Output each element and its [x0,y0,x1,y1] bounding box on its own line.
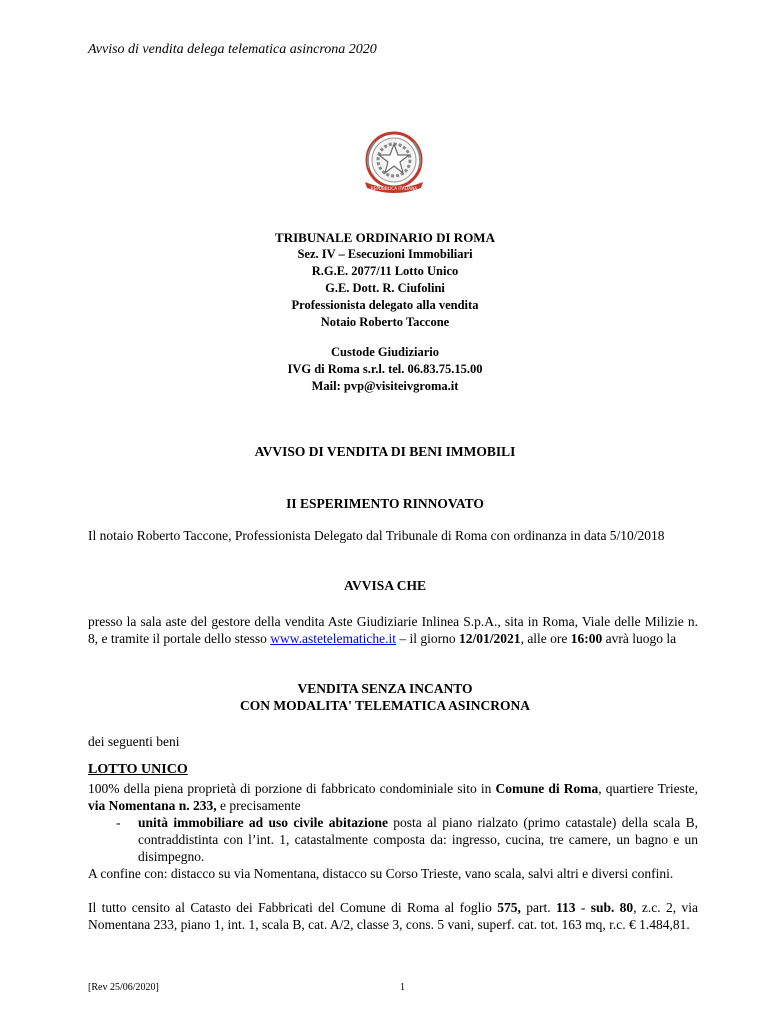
custode-line: Custode Giudiziario [331,345,439,359]
dei-seguenti-text: dei seguenti beni [88,734,180,749]
court-info-block [0,229,770,331]
lotto-description [88,780,698,814]
lotto-text: , quartiere Trieste, [598,781,698,796]
catasto-text: - [575,900,591,915]
list-item [88,814,698,866]
comune-name: Comune di Roma [495,781,599,796]
document-header-note: Avviso di vendita delega telematica asincrona 2020 [88,42,377,57]
presso-text: avrà luogo la [602,631,677,646]
presso-text: presso la sala aste del gestore della vendita Aste Giudiziarie Inlinea S.p.A., sita in Roma, Viale delle Milizie n. 8, e tramite il portale dello stesso [88,614,698,646]
custode-info-block [0,344,770,395]
court-line: Notaio Roberto Taccone [320,315,450,329]
presso-text: – il giorno [396,631,460,646]
vendita-line: CON MODALITA' TELEMATICA ASINCRONA [240,698,530,713]
page-number: 1 [400,982,405,993]
avvisa-che-title: AVVISA CHE [344,578,426,593]
court-line: Professionista delegato alla vendita [291,298,479,312]
lotto-text: 100% della piena proprietà di porzione di fabbricato condominiale sito in [88,781,496,796]
vendita-title-block [0,680,770,714]
avviso-title: AVVISO DI VENDITA DI BENI IMMOBILI [254,444,516,459]
vendita-line: VENDITA SENZA INCANTO [297,681,473,696]
catasto-text: Il tutto censito al Catasto dei Fabbricati del Comune di Roma al foglio [88,900,498,915]
bullet-dash: - [116,815,121,830]
custode-line: Mail: pvp@visiteivgroma.it [311,379,459,393]
via-address: via Nomentana n. 233, [88,798,217,813]
catasto-text: part. [520,900,556,915]
court-line: Sez. IV – Esecuzioni Immobiliari [297,247,473,261]
unit-description: posta al piano rialzato (primo catastale) della scala B, contraddistinta con l’int. 1, catastalmente composta da: ingresso, cucina, tre camere, un bagno e un disimpegno. [138,815,698,864]
court-line: TRIBUNALE ORDINARIO DI ROMA [275,230,495,245]
esperimento-title: II ESPERIMENTO RINNOVATO [286,496,484,511]
foglio-number: 575, [497,900,521,915]
presso-paragraph [88,613,698,647]
lotto-text: e precisamente [216,798,301,813]
particella-number: 113 [555,900,576,915]
court-line: R.G.E. 2077/11 Lotto Unico [311,264,459,278]
presso-text: , alle ore [520,631,571,646]
unit-type: unità immobiliare ad uso civile abitazione [138,815,388,830]
emblem-ribbon-text: REPUBBLICA ITALIANA [370,186,418,191]
bullet-text [138,814,698,865]
auction-time: 16:00 [570,631,603,646]
court-line: G.E. Dott. R. Ciufolini [325,281,445,295]
astetelematiche-link[interactable]: www.astetelematiche.it [270,631,397,646]
italian-republic-emblem-icon [355,128,433,198]
footer-revision: [Rev 25/06/2020] [88,982,159,993]
lotto-unico-title: LOTTO UNICO [88,762,188,777]
sub-number: sub. 80 [590,900,634,915]
auction-date: 12/01/2021 [459,631,521,646]
catasto-paragraph [88,899,698,933]
confini-paragraph: A confine con: distacco su via Nomentana, distacco su Corso Trieste, vano scala, salvi altri e diversi confini. [88,866,674,881]
catasto-text: , z.c. 2, via Nomentana 233, piano 1, int. 1, scala B, cat. A/2, classe 3, cons. 5 vani, superf. cat. tot. 163 mq, r.c. € 1.484,81. [88,900,698,932]
intro-paragraph: Il notaio Roberto Taccone, Professionista Delegato dal Tribunale di Roma con ordinanza in data 5/10/2018 [88,528,665,543]
custode-line: IVG di Roma s.r.l. tel. 06.83.75.15.00 [287,362,483,376]
